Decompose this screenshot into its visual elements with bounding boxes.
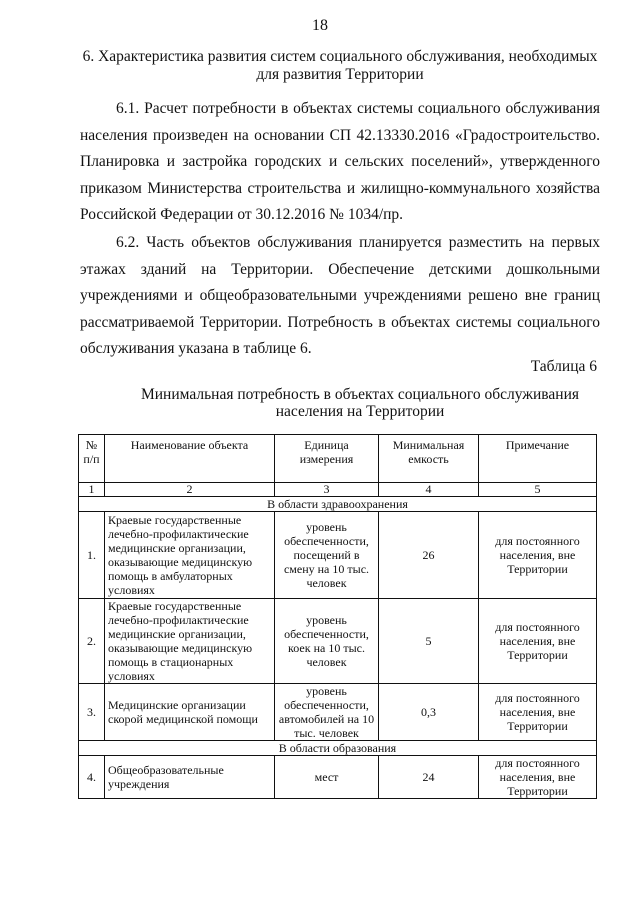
table-label: Таблица 6 <box>530 358 597 375</box>
column-number-row <box>79 483 597 497</box>
row-capacity: 0,3 <box>379 684 479 741</box>
row-unit: уровень обеспеченности, коек на 10 тыс. человек <box>275 599 379 684</box>
row-note: для постоянного населения, вне Территории <box>479 599 597 684</box>
row-index: 4. <box>79 756 105 799</box>
header-name: Наименование объекта <box>105 435 275 483</box>
needs-table <box>78 434 597 799</box>
header-unit: Единица измерения <box>275 435 379 483</box>
row-index: 3. <box>79 684 105 741</box>
row-unit: уровень обеспеченности, автомобилей на 10 тыс. человек <box>275 684 379 741</box>
row-unit: уровень обеспеченности, посещений в смену на 10 тыс. человек <box>275 512 379 599</box>
row-note: для постоянного населения, вне Территории <box>479 512 597 599</box>
paragraph-6-2: 6.2. Часть объектов обслуживания планируется разместить на первых этажах зданий на Территории. Обеспечение детскими дошкольными учреждениями и общеобразовательными учреждениями решено вне границ рассматриваемой Территории. Потребность в объектах системы социального обслуживания указана в таблице 6. <box>80 234 600 357</box>
column-number: 5 <box>479 483 597 497</box>
page-number: 18 <box>312 17 328 34</box>
column-number: 3 <box>275 483 379 497</box>
row-index: 1. <box>79 512 105 599</box>
row-note: для постоянного населения, вне Территории <box>479 756 597 799</box>
row-name: Общеобразовательные учреждения <box>105 756 275 799</box>
row-capacity: 24 <box>379 756 479 799</box>
paragraph-6-1: 6.1. Расчет потребности в объектах системы социального обслуживания населения произведен на основании СП 42.13330.2016 «Градостроительство. Планировка и застройка городских и сельских поселений», утвержденного приказом Министерства строительства и жилищно-коммунального хозяйства Российской Федерации от 30.12.2016 № 1034/пр. <box>80 100 600 223</box>
row-name: Краевые государственные лечебно-профилактические медицинские организации, оказывающие медицинскую помощь в амбулаторных условиях <box>105 512 275 599</box>
column-number: 4 <box>379 483 479 497</box>
table-row <box>79 756 597 799</box>
row-name: Краевые государственные лечебно-профилактические медицинские организации, оказывающие медицинскую помощь в стационарных условиях <box>105 599 275 684</box>
header-capacity: Минимальная емкость <box>379 435 479 483</box>
section-title: В области здравоохранения <box>79 497 597 512</box>
table-header-row <box>79 435 597 483</box>
row-name: Медицинские организации скорой медицинской помощи <box>105 684 275 741</box>
column-number: 1 <box>79 483 105 497</box>
header-note: Примечание <box>479 435 597 483</box>
row-unit: мест <box>275 756 379 799</box>
table-row <box>79 684 597 741</box>
section-row-education <box>79 741 597 756</box>
row-note: для постоянного населения, вне Территории <box>479 684 597 741</box>
row-capacity: 26 <box>379 512 479 599</box>
table-row <box>79 599 597 684</box>
section-heading: 6. Характеристика развития систем социального обслуживания, необходимых для развития Территории <box>82 48 598 83</box>
section-title: В области образования <box>79 741 597 756</box>
column-number: 2 <box>105 483 275 497</box>
row-capacity: 5 <box>379 599 479 684</box>
row-index: 2. <box>79 599 105 684</box>
table-title: Минимальная потребность в объектах социального обслуживания населения на Территории <box>140 386 580 420</box>
header-index: № п/п <box>79 435 105 483</box>
table-row <box>79 512 597 599</box>
section-row-healthcare <box>79 497 597 512</box>
